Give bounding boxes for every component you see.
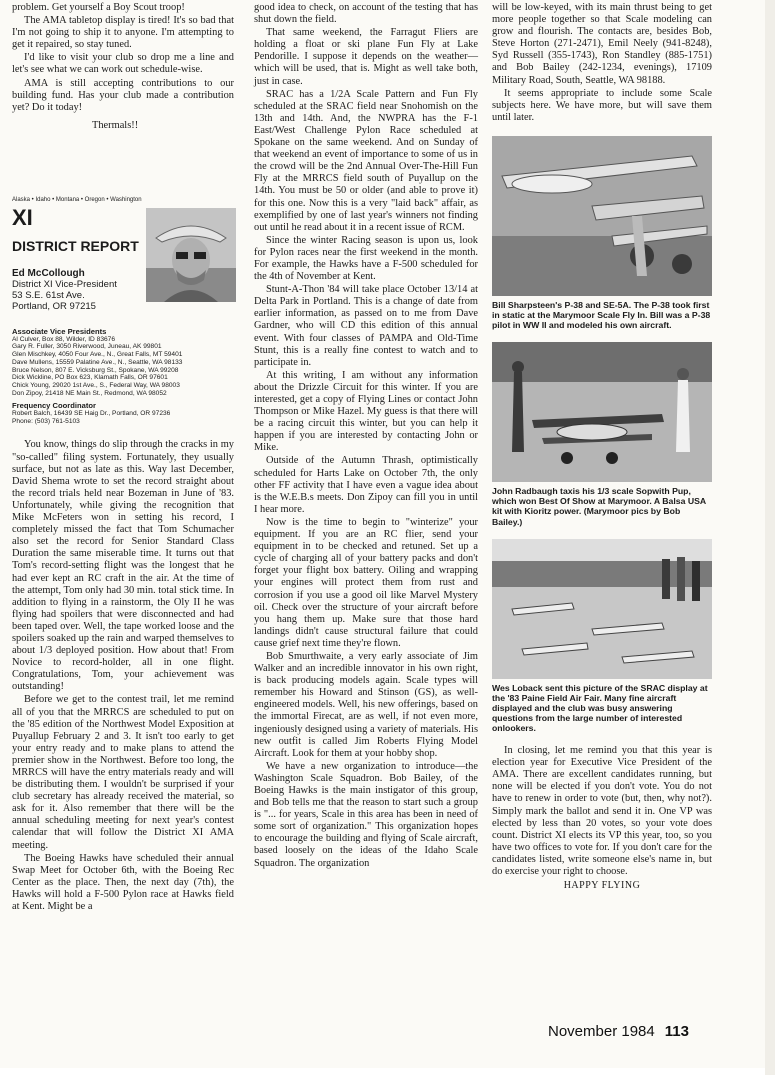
paragraph: Outside of the Autumn Thrash, optimistically scheduled for Harts Lake on October 7th, the only other FF activity that I have even a vague idea about is the W.E.B.s meets. Don Zipoy can fill you in until I hear more. — [254, 455, 478, 515]
photo-caption: Bill Sharpsteen's P-38 and SE-5A. The P-38 took first in static at the Marymoor Scale Fly In. Bill was a P-38 pilot in WW II and modeled his own aircraft. — [492, 299, 711, 331]
paragraph: good idea to check, on account of the testing that has shut down the field. — [254, 2, 478, 26]
paragraph: At this writing, I am without any information about the Drizzle Circuit for this winter. If you are interested, get a copy of Flying Lines or contact John Thompson or Mike Hazel. My guess is that there will be a racing circuit this winter, but you can help it happen if you are interested by contacting John or Mike. — [254, 369, 478, 454]
paragraph: SRAC has a 1/2A Scale Pattern and Fun Fly scheduled at the SRAC field near Snohomish on the 13th and 14th. And, the NWPRA has the F-1 East/West Challenge Pylon Race scheduled at Spokane on the same weekend. And on Sunday of that weekend an event of importance to some of us in the crowd will be the 2nd Annual Over-The-Hill Fun Fly at the MRRCS field south of Puyallup on the 14th. You must be 50 or older (and able to prove it) for this one. Now this is a very "laid back" affair, as exemplified by one of last year's winners not finding out until he read about it in a recent issue of RCM. — [254, 88, 478, 233]
district-number: XI — [12, 205, 33, 231]
paragraph: I'd like to visit your club so drop me a line and let's see what we can work out schedule-wise. — [12, 52, 234, 76]
page-number: 113 — [664, 1023, 689, 1040]
associate-entry: Dave Mullens, 15559 Palatine Ave., N., Seattle, WA 98133 — [12, 358, 183, 366]
district-header — [12, 206, 234, 324]
page-footer — [548, 1023, 689, 1040]
paragraph: You know, things do slip through the cracks in my "so-called" filing system. Fortunately, they usually surface, but not as late as this. Way last December, David Shema wrote to set the record straight about the record trials held near Bozeman in June of '83. Unfortunately, while giving the recognition that Mike McFeters won in setting his record, I completely missed the fact that Tom Schumacher also set the record for Senior Standard Class Duration the same miserable time. It turns out that Tom's record-setting flight was the longest that he had ever kept an RC craft in the air. At the time of the attempt, Tom only had 30 min. total stick time. In addition to flying in a rainstorm, the Oly II he was flying had spoilers that were disconnected and had been taped over. Well, the tape worked loose and the spoilers soaked up the rain and warped themselves to about 1/3 deployed position. How about that! From Novice to record-holder, all in one flight. Congratulations, Tom, your achievement was outstanding! — [12, 439, 234, 693]
associate-entry: Bruce Nelson, 807 E. Vicksburg St., Spokane, WA 99208 — [12, 366, 179, 374]
associate-entry: Gary R. Fuller, 3050 Riverwood, Juneau, AK 99801 — [12, 343, 162, 351]
vp-contact — [12, 268, 117, 312]
photo-srac-display — [492, 539, 712, 679]
paragraph: We have a new organization to introduce—the Washington Scale Squadron. Bob Bailey, of the Boeing Hawks is the main instigator of this group, and Bob tells me that the reason to start such a group is "... for years, Scale in this area has been in need of some sort of organization." This organization hopes to encourage the building and flying of Scale aircraft, based loosely on the ideas of the Idaho Scale Squadron. The organization — [254, 760, 478, 869]
paragraph: will be low-keyed, with its main thrust being to get more people together so that Scale modeling can grow and flourish. The contacts are, besides Bob, Steve Horton (271-2471), Emil Neely (941-8248), Syd Russell (355-1743), Ron Standley (885-1751) and Bob Bailey (242-1234, evenings), 17109 Military Road, South, Seattle, WA 98188. — [492, 2, 712, 86]
frequency-heading: Frequency Coordinator — [12, 401, 96, 411]
paragraph: problem. Get yourself a Boy Scout troop! — [12, 2, 185, 13]
paragraph: The Boeing Hawks have scheduled their annual Swap Meet for October 6th, with the Boeing Rec Center as the place. Then, the next day (7th), the Hawks will hold a F-500 Pylon race at Hawks field at Kent. Might be a — [12, 852, 234, 913]
column-1 — [12, 2, 234, 914]
photo-p38-se5a — [492, 136, 712, 296]
frequency-address: Robert Balch, 16439 SE Haig Dr., Portland, OR 97236 — [12, 410, 171, 418]
vp-address-2: Portland, OR 97215 — [12, 301, 96, 313]
photo-sopwith-pup — [492, 342, 712, 482]
sign-off: Thermals!! — [92, 119, 139, 131]
vp-name: Ed McCollough — [12, 268, 85, 280]
paragraph: AMA is still accepting contributions to our building fund. Has your club made a contribution yet? Do it today! — [12, 77, 234, 113]
district-title: DISTRICT REPORT — [12, 238, 139, 255]
associate-entry: Al Culver, Box 88, Wilder, ID 83676 — [12, 335, 115, 343]
states-list: Alaska • Idaho • Montana • Oregon • Washington — [12, 196, 142, 203]
page-edge — [765, 0, 775, 1075]
associate-heading: Associate Vice Presidents — [12, 327, 107, 337]
photo-caption: Wes Loback sent this picture of the SRAC display at the '83 Paine Field Air Fair. Many fine aircraft displayed and the club was busy answering questions from the large number of interested onlookers. — [492, 682, 708, 733]
issue-date: November 1984 — [548, 1023, 655, 1040]
associate-entry: Glen Mischkey, 4050 Four Ave., N., Great Falls, MT 59401 — [12, 351, 183, 359]
vp-title: District XI Vice-President — [12, 279, 117, 291]
paragraph: It seems appropriate to include some Scale subjects here. We have more, but will save them until later. — [492, 87, 712, 123]
paragraph: That same weekend, the Farragut Fliers are holding a float or ski plane Fun Fly at Lake Pendorille. I suppose it depends on the weather—which will be used, that is. Might as well take both, just in case. — [254, 27, 478, 87]
frequency-phone: Phone: (503) 761-5103 — [12, 417, 80, 425]
associate-entry: Chick Young, 29020 1st Ave., S., Federal Way, WA 98003 — [12, 381, 180, 389]
closing-line: HAPPY FLYING — [563, 880, 641, 892]
paragraph: In closing, let me remind you that this year is election year for Executive Vice President of the AMA. There are excellent candidates running, but none will be elected if you don't vote. You do not have to renew in order to vote (but, then, why not?). Simply mark the ballot and send it in. One VP was elected by less than 20 votes, so your vote does count. District XI elects its VP this year, too, so you have two offices to vote for. If you don't care for the candidates listed, write someone else's name in, but do exercise your right to choose. — [492, 745, 712, 877]
column-3 — [492, 2, 712, 892]
paragraph: Before we get to the contest trail, let me remind all of you that the MRRCS are scheduled to put on the '85 edition of the Northwest Model Exposition at Puyallup February 2 and 3. It isn't too early to get your entry ready and to make plans to attend the premier show in the Northwest. Before too long, the MRRCS will have the entry materials ready and will be distributing them. I wouldn't be surprised if your club secretary has already received the material, so ask for it. Also remember that there will be the annual scheduling meeting for next year's contest calendar that will follow the District XI AMA meeting. — [12, 694, 234, 851]
paragraph: The AMA tabletop display is tired! It's so bad that I'm not going to ship it to anyone. I'm attempting to get it repaired, so stay tuned. — [12, 15, 234, 51]
associate-entry: Don Zipoy, 21418 NE Main St., Redmond, WA 98052 — [12, 389, 167, 397]
paragraph: Since the winter Racing season is upon us, look for Pylon races near the first weekend in the month. For example, the Hawks have a F-500 scheduled for the 4th of November at Kent. — [254, 234, 478, 283]
paragraph: Now is the time to begin to "winterize" your equipment. If you are an RC flier, send your equipment in to be checked and retuned. Set up a cycle of charging all of your battery packs and don't forget your flight box battery. Oiling and wrapping your engines will protect them from rust and corrosion if you use a good oil like Marvel Mystery oil. Check over the structure of your aircraft before you hang them up. Make sure that those hard landings didn't cause structural failure that could cause grief next time they're flown. — [254, 516, 478, 649]
photo-caption: John Radbaugh taxis his 1/3 scale Sopwith Pup, which won Best Of Show at Marymoor. A Balsa USA kit with Kioritz power. (Marymoor pics by Bob Bailey.) — [492, 486, 706, 527]
associate-vps — [12, 328, 234, 425]
vp-portrait-photo — [146, 208, 236, 302]
paragraph: Bob Smurthwaite, a very early associate of Jim Walker and an incredible innovator in his own right, is back producing models again. Scale types will remember his Howard and Stinson (GS), as well-engineered models. Well, his new offerings, based on the immortal Firecat, are as well, if not even more, ingeniously designed using a variety of materials. His new outfit is called Jim Roberts Flying Model Aircraft. Look for them at your hobby shop. — [254, 650, 478, 759]
vp-address-1: 53 S.E. 61st Ave. — [12, 290, 85, 302]
associate-entry: Dick Wickline, PO Box 623, Klamath Falls, OR 97601 — [12, 374, 168, 382]
column-2 — [254, 2, 478, 871]
paragraph: Stunt-A-Thon '84 will take place October 13/14 at Delta Park in Portland. This is a change of date from earlier information, as passed on to me from Dave Gardner, who will CD this edition of this annual event. With four classes of PAMPA and Old-Time Stunt, this is a really fine contest to watch and to participate in. — [254, 284, 478, 368]
